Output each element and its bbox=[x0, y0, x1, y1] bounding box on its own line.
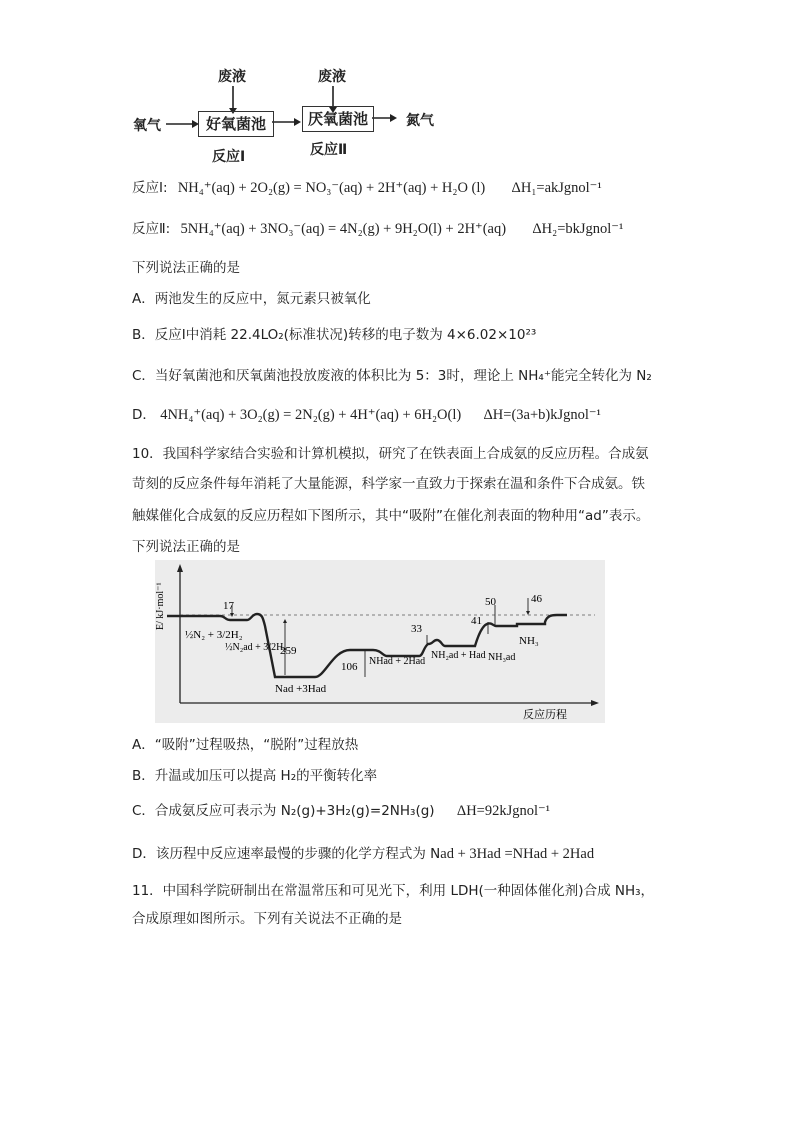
species-nh3: NH₃ bbox=[519, 635, 539, 647]
energy-profile-figure bbox=[155, 560, 605, 723]
q10-option-c bbox=[132, 799, 550, 820]
species-nh2ad-had: NH₂ad + Had bbox=[431, 650, 486, 661]
value-259: 259 bbox=[280, 645, 297, 657]
value-106: 106 bbox=[341, 661, 358, 673]
q9-option-b: B．反应Ⅰ中消耗 22.4LO₂(标准状况)转移的电子数为 4×6.02×10²³ bbox=[132, 327, 537, 343]
value-50: 50 bbox=[485, 596, 496, 608]
q10-option-b: B．升温或加压可以提高 H₂的平衡转化率 bbox=[132, 768, 378, 784]
q10-line-2: 苛刻的反应条件每年消耗了大量能源，科学家一直致力于探索在温和条件下合成氨。铁 bbox=[132, 476, 645, 492]
reaction-2 bbox=[132, 217, 623, 238]
y-axis-arrow bbox=[177, 564, 183, 572]
x-axis-label: 反应历程 bbox=[523, 709, 567, 721]
q10-option-d bbox=[132, 842, 594, 863]
nitrogen-output-label: 氮气 bbox=[406, 113, 434, 129]
q10-option-d-text: D．该历程中反应速率最慢的步骤的化学方程式为 N bbox=[132, 846, 441, 862]
reaction-2-equation: 5NH₄⁺(aq) + 3NO₃⁻(aq) = 4N₂(g) + 9H₂O(l) + 2H⁺(aq) bbox=[180, 221, 507, 237]
energy-profile-chart bbox=[155, 560, 605, 723]
reaction-2-tag: 反应Ⅱ: bbox=[132, 221, 171, 237]
value-17: 17 bbox=[223, 600, 234, 612]
species-n2-h2: ½N₂ + 3/2H₂ bbox=[185, 629, 243, 641]
q10-option-c-enthalpy: ΔH=92kJgnol⁻¹ bbox=[456, 803, 551, 819]
q11-line-2: 合成原理如图所示。下列有关说法不正确的是 bbox=[132, 911, 402, 927]
q10-line-4: 下列说法正确的是 bbox=[132, 539, 240, 555]
reaction-2-label: 反应Ⅱ bbox=[310, 142, 348, 158]
species-nad-3had: Nad +3Had bbox=[275, 683, 327, 695]
x-axis-arrow bbox=[591, 700, 599, 706]
q10-option-a: A．“吸附”过程吸热，“脱附”过程放热 bbox=[132, 737, 359, 753]
value-46: 46 bbox=[531, 593, 542, 605]
q10-line-1: 10．我国科学家结合实验和计算机模拟，研究了在铁表面上合成氨的反应历程。合成氨 bbox=[132, 446, 649, 462]
value-41: 41 bbox=[471, 615, 482, 627]
reaction-1-tag: 反应Ⅰ: bbox=[132, 180, 168, 196]
anaerobic-tank-box: 厌氧菌池 bbox=[302, 106, 374, 132]
oxygen-input-label: 氧气 bbox=[133, 118, 161, 134]
q9-option-d-tag: D． bbox=[132, 407, 156, 423]
y-axis-label: E/ kJ·mol⁻¹ bbox=[155, 582, 166, 630]
q9-stem: 下列说法正确的是 bbox=[132, 260, 240, 276]
reaction-1-equation: NH₄⁺(aq) + 2O₂(g) = NO₃⁻(aq) + 2H⁺(aq) + H₂O (l) bbox=[177, 180, 486, 196]
aerobic-tank-box: 好氧菌池 bbox=[198, 111, 274, 137]
reaction-1-label: 反应Ⅰ bbox=[212, 149, 246, 165]
q9-option-d-enthalpy: ΔH=(3a+b)kJgnol⁻¹ bbox=[483, 407, 601, 423]
species-n2ad-h2: ½N₂ad + 3/2H₂ bbox=[225, 642, 287, 653]
q10-option-c-text: C．合成氨反应可表示为 N₂(g)+3H₂(g)=2NH₃(g) bbox=[132, 803, 435, 819]
q10-line-3: 触媒催化合成氨的反应历程如下图所示，其中“吸附”在催化剂表面的物种用“ad”表示。 bbox=[132, 508, 650, 524]
q9-option-d bbox=[132, 403, 601, 424]
reaction-1 bbox=[132, 176, 602, 197]
reaction-2-enthalpy: ΔH₂=bkJgnol⁻¹ bbox=[532, 221, 624, 237]
waste-label-2: 废液 bbox=[318, 69, 346, 85]
species-nh3ad: NH₃ad bbox=[488, 652, 516, 663]
value-33: 33 bbox=[411, 623, 422, 635]
q11-line-1: 11．中国科学院研制出在常温常压和可见光下，利用 LDH(一种固体催化剂)合成 NH₃， bbox=[132, 883, 655, 899]
q10-option-d-equation: ad + 3Had =NHad + 2Had bbox=[440, 846, 595, 862]
species-nhad-2had: NHad + 2Had bbox=[369, 656, 426, 667]
waste-label-1: 废液 bbox=[218, 69, 246, 85]
reaction-1-enthalpy: ΔH₁=akJgnol⁻¹ bbox=[511, 180, 602, 196]
q9-option-d-equation: 4NH₄⁺(aq) + 3O₂(g) = 2N₂(g) + 4H⁺(aq) + 6H₂O(l) bbox=[160, 407, 462, 423]
q9-option-a: A．两池发生的反应中，氮元素只被氧化 bbox=[132, 291, 371, 307]
flow-arrows bbox=[130, 80, 450, 130]
q9-option-c: C．当好氧菌池和厌氧菌池投放废液的体积比为 5：3时，理论上 NH₄⁺能完全转化为 N₂ bbox=[132, 368, 652, 384]
